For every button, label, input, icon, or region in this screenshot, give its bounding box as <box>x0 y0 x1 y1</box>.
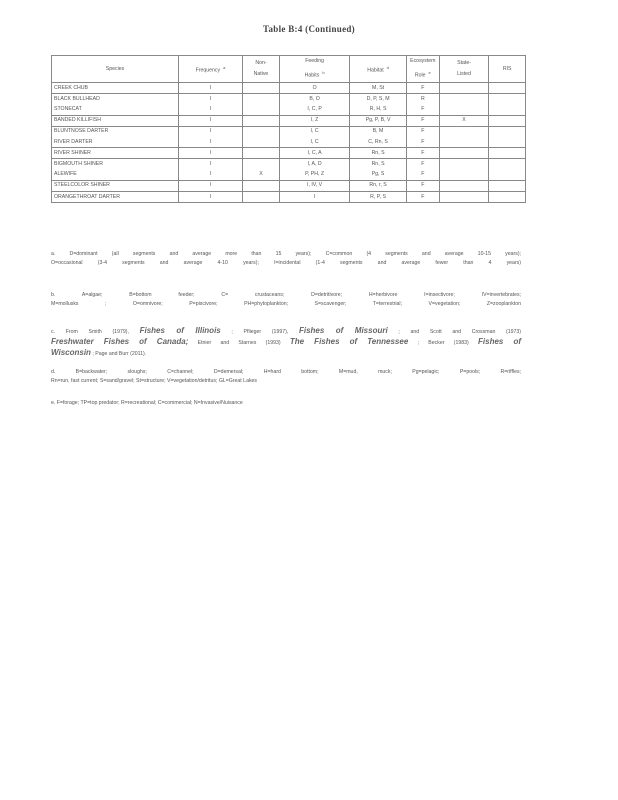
table-row <box>52 191 526 202</box>
species-cell: RIVER DARTER <box>52 137 179 148</box>
state-listed-cell <box>439 94 489 105</box>
feeding-habits-cell: I, C, P <box>280 104 350 115</box>
footnote-d-line-1: d. B=backwater; sloughs; C=channel; D=demersal; H=hard bottom; M=mud, muck; Pg=pelagic; P=pools; R=riffles; <box>51 369 521 375</box>
footnote-c-line-2: Freshwater Fishes of Canada; Etnier and Starnes (1993) The Fishes of Tennessee ; Becker (1983) Fishes of <box>51 337 521 346</box>
table-row <box>52 159 526 170</box>
non-native-cell <box>242 115 279 126</box>
ecosystem-role-cell: F <box>406 170 439 181</box>
table-row <box>52 115 526 126</box>
ris-cell <box>489 191 526 202</box>
habitat-cell: D, P, S, M <box>350 94 407 105</box>
frequency-cell: I <box>179 126 243 137</box>
footnote-a-line-2: O=occasional (3-4 segments and average 4-10 years); I=incidental (1-4 segments and average fewer than 4 years) <box>51 260 521 266</box>
feeding-habits-cell: I, C <box>280 137 350 148</box>
ecosystem-role-cell: F <box>406 137 439 148</box>
footnote-c <box>51 326 521 359</box>
table-row <box>52 104 526 115</box>
table-row <box>52 94 526 105</box>
feeding-habits-cell: B, O <box>280 94 350 105</box>
frequency-cell: I <box>179 83 243 94</box>
species-cell: BLACK BULLHEAD <box>52 94 179 105</box>
ris-cell <box>489 94 526 105</box>
header-state-listed: State- Listed <box>439 56 489 83</box>
habitat-cell: Rn, S <box>350 148 407 159</box>
habitat-cell: R, P, S <box>350 191 407 202</box>
header-habitat: Habitat$^d$ <box>350 56 407 83</box>
habitat-cell: Rn, r, S <box>350 180 407 191</box>
species-cell: STONECAT <box>52 104 179 115</box>
species-cell: RIVER SHINER <box>52 148 179 159</box>
ris-cell <box>489 137 526 148</box>
citation-freshwater-fishes-canada: Freshwater Fishes of Canada; <box>51 337 189 346</box>
table-row <box>52 180 526 191</box>
ris-cell <box>489 159 526 170</box>
frequency-cell: I <box>179 115 243 126</box>
habitat-cell: Pg, S <box>350 170 407 181</box>
state-listed-cell <box>439 170 489 181</box>
non-native-cell <box>242 159 279 170</box>
frequency-cell: I <box>179 104 243 115</box>
non-native-cell <box>242 94 279 105</box>
habitat-cell: Pg, P, B, V <box>350 115 407 126</box>
table-row <box>52 83 526 94</box>
table-row <box>52 126 526 137</box>
footnote-e <box>51 399 521 408</box>
feeding-habits-cell: I, Z <box>280 115 350 126</box>
species-cell: ORANGETHROAT DARTER <box>52 191 179 202</box>
feeding-habits-cell: P, PH, Z <box>280 170 350 181</box>
ris-cell <box>489 170 526 181</box>
feeding-habits-cell: I, A, D <box>280 159 350 170</box>
non-native-cell: X <box>242 170 279 181</box>
citation-fishes-of-illinois: Fishes of Illinois <box>139 326 221 335</box>
ris-cell <box>489 115 526 126</box>
ecosystem-role-cell: F <box>406 159 439 170</box>
non-native-cell <box>242 126 279 137</box>
header-frequency: Frequency$^a$ <box>179 56 243 83</box>
footnote-a <box>51 250 521 268</box>
footnote-d <box>51 368 521 386</box>
footnote-c-line-3: Wisconsin ; Page and Burr (2011). <box>51 348 147 357</box>
non-native-cell <box>242 148 279 159</box>
ecosystem-role-cell: F <box>406 126 439 137</box>
ris-cell <box>489 104 526 115</box>
ecosystem-role-cell: F <box>406 180 439 191</box>
ecosystem-role-cell: F <box>406 191 439 202</box>
ris-cell <box>489 83 526 94</box>
non-native-cell <box>242 180 279 191</box>
frequency-cell: I <box>179 170 243 181</box>
frequency-cell: I <box>179 148 243 159</box>
feeding-habits-cell: I, IV, V <box>280 180 350 191</box>
state-listed-cell <box>439 191 489 202</box>
frequency-cell: I <box>179 191 243 202</box>
species-table <box>51 55 526 203</box>
citation-fishes-of-tennessee: The Fishes of Tennessee <box>289 337 409 346</box>
header-non-native: Non- Native <box>242 56 279 83</box>
page-title: Table B:4 (Continued) <box>263 24 355 34</box>
habitat-cell: R, H, S <box>350 104 407 115</box>
footnote-e-line-1: e. F=forage; TP=top predator; R=recreational; C=commercial; N=Invasive/Nuisance <box>51 400 243 406</box>
state-listed-cell <box>439 83 489 94</box>
feeding-habits-cell: I, C, A <box>280 148 350 159</box>
state-listed-cell <box>439 180 489 191</box>
state-listed-cell <box>439 159 489 170</box>
frequency-cell: I <box>179 180 243 191</box>
feeding-habits-cell: I, C <box>280 126 350 137</box>
non-native-cell <box>242 104 279 115</box>
ris-cell <box>489 126 526 137</box>
state-listed-cell <box>439 137 489 148</box>
table-row <box>52 137 526 148</box>
species-cell: ALEWIFE <box>52 170 179 181</box>
ecosystem-role-cell: F <box>406 83 439 94</box>
non-native-cell <box>242 137 279 148</box>
ecosystem-role-cell: F <box>406 115 439 126</box>
ecosystem-role-cell: R <box>406 94 439 105</box>
footnote-b <box>51 291 521 309</box>
feeding-habits-cell: O <box>280 83 350 94</box>
state-listed-cell: X <box>439 115 489 126</box>
habitat-cell: Rn, S <box>350 159 407 170</box>
species-cell: BLUNTNOSE DARTER <box>52 126 179 137</box>
footnote-b-line-1: b. A=algae; B=bottom feeder; C= crustaceans; D=detritivore; H=herbivore I=insectivore; IV=invertebrates; <box>51 292 521 298</box>
state-listed-cell <box>439 148 489 159</box>
header-ris: RIS <box>489 56 526 83</box>
frequency-cell: I <box>179 159 243 170</box>
habitat-cell: C, Rn, S <box>350 137 407 148</box>
table-header-row <box>52 56 526 83</box>
species-cell: BANDED KILLIFISH <box>52 115 179 126</box>
header-ecosystem-role: Ecosystem Role$^e$ <box>406 56 439 83</box>
frequency-cell: I <box>179 94 243 105</box>
habitat-cell: B, M <box>350 126 407 137</box>
header-feeding-habits: Feeding Habits$^b$ <box>280 56 350 83</box>
frequency-cell: I <box>179 137 243 148</box>
table-row <box>52 148 526 159</box>
citation-fishes-of-wisconsin-b: Wisconsin <box>51 348 91 357</box>
citation-fishes-of-wisconsin-a: Fishes of <box>478 337 521 346</box>
species-cell: STEELCOLOR SHINER <box>52 180 179 191</box>
footnote-a-line-1: a. D=dominant (all segments and average more than 15 years); C=common (4 segments and average 10-15 years); <box>51 251 521 257</box>
ris-cell <box>489 148 526 159</box>
state-listed-cell <box>439 104 489 115</box>
non-native-cell <box>242 83 279 94</box>
species-cell: BIGMOUTH SHINER <box>52 159 179 170</box>
footnote-c-line-1: c. From Smith (1979), Fishes of Illinois ; Pflieger (1997), Fishes of Missouri ; and Scott and Crossman (1973) <box>51 326 522 335</box>
ris-cell <box>489 180 526 191</box>
ecosystem-role-cell: F <box>406 104 439 115</box>
state-listed-cell <box>439 126 489 137</box>
non-native-cell <box>242 191 279 202</box>
citation-fishes-of-missouri: Fishes of Missouri <box>298 326 388 335</box>
feeding-habits-cell: I <box>280 191 350 202</box>
habitat-cell: M, St <box>350 83 407 94</box>
table-row <box>52 170 526 181</box>
species-cell: CREEK CHUB <box>52 83 179 94</box>
footnote-d-line-2: Rn=run, fast current; S=sand/gravel; St=structure; V=vegetation/detritus; GL=Great Lakes <box>51 378 258 384</box>
ecosystem-role-cell: F <box>406 148 439 159</box>
footnote-b-line-2: M=mollusks ; O=omnivore; P=piscivore; PH=phytoplankton; S=scavenger; T=terrestrial; V=vegetation; Z=zooplankton <box>51 301 521 307</box>
header-species: Species <box>52 56 179 83</box>
